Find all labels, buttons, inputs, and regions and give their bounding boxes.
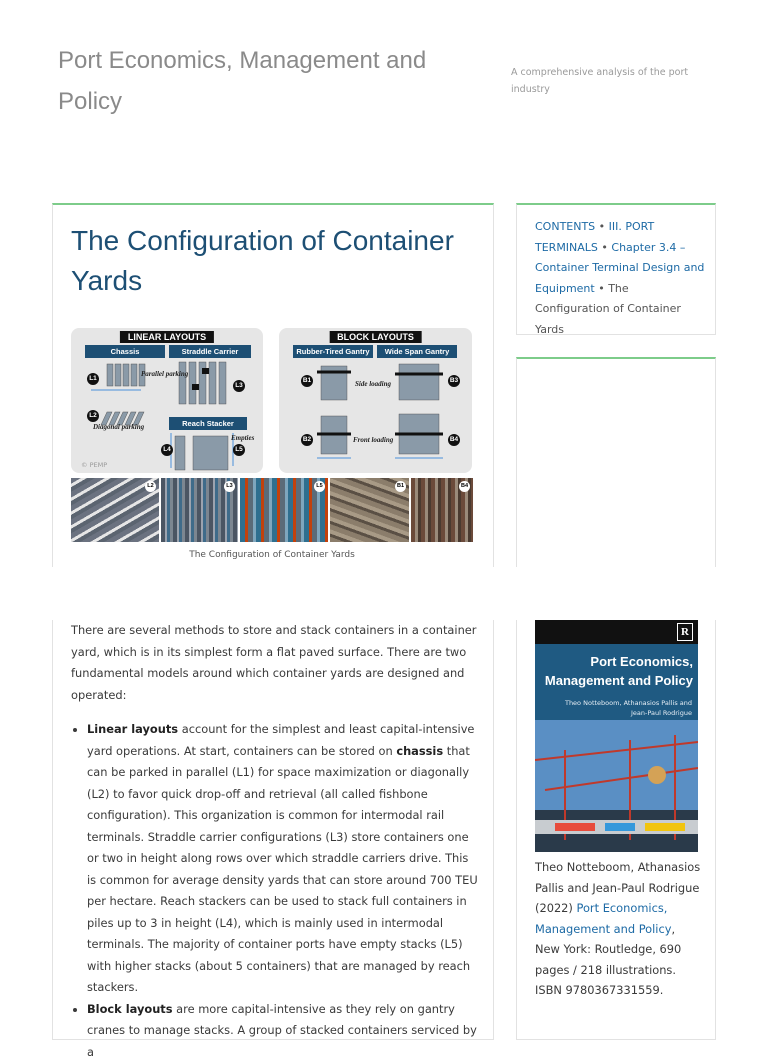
book-promo-card <box>516 620 716 1040</box>
rubber-tired-gantry-label: Rubber-Tired Gantry <box>293 345 373 358</box>
aerial-photo-l5 <box>240 478 328 542</box>
book-title-link[interactable]: Port Economics, Management and Policy <box>535 901 671 936</box>
linear-layouts-panel <box>71 328 263 473</box>
book-cover[interactable] <box>535 620 698 852</box>
breadcrumb-part-link[interactable]: III. PORT TERMINALS <box>535 220 654 254</box>
list-item <box>87 999 479 1063</box>
routledge-logo-icon: R <box>677 623 693 641</box>
block-layouts-term: Block layouts <box>87 1002 173 1016</box>
book-desc-authors: Theo Notteboom, Athanasios Pallis and Jean-Paul Rodrigue (2022) <box>535 860 700 915</box>
b3-marker: B3 <box>448 375 460 387</box>
block-layouts-header: BLOCK LAYOUTS <box>329 331 422 343</box>
book-description <box>535 857 701 1001</box>
photo-tag-b1: B1 <box>395 481 406 492</box>
b4-marker: B4 <box>448 434 460 446</box>
linear-layouts-header: LINEAR LAYOUTS <box>120 331 214 343</box>
straddle-carrier-label: Straddle Carrier <box>169 345 251 358</box>
figure-caption: The Configuration of Container Yards <box>71 550 473 560</box>
l5-marker: L5 <box>233 444 245 456</box>
linear-layouts-text-cont: that can be parked in parallel (L1) for space maximization or diagonally (L2) to favor quick drop-off and retrieval (all called fishbone configuration). This organization is common for intermodal rail terminals. Straddle carrier configurations (L3) store containers one or two in height along rows over which straddle carriers drive. This is common for average density yards that can store around 700 TEU per hectare. Reach stackers can be used to stack full containers in piles up to 3 in height (L4), which is mainly used in intermodal terminals. The majority of container ports have empty stacks (L5) with higher stacks (about 5 containers) that are managed by reach stackers. <box>87 744 478 995</box>
block-layouts-panel <box>279 328 472 473</box>
article-body <box>71 620 479 1063</box>
block-layouts-text: are more capital-intensive as they rely on gantry cranes to manage stacks. A group of stacked containers serviced by a <box>87 1002 477 1059</box>
chassis-term: chassis <box>396 744 443 758</box>
site-title[interactable]: Port Economics, Management and Policy <box>58 40 458 122</box>
aerial-photos-strip <box>71 478 473 542</box>
parallel-parking-note: Parallel parking <box>141 370 188 379</box>
article-title: The Configuration of Container Yards <box>71 221 481 301</box>
diagonal-parking-note: Diagonal parking <box>93 423 144 432</box>
wide-span-gantry-label: Wide Span Gantry <box>377 345 457 358</box>
aerial-photo-l2 <box>71 478 159 542</box>
empties-note: Empties <box>231 434 254 443</box>
book-desc-publisher: , New York: Routledge, 690 pages / 218 illustrations. ISBN 9780367331559. <box>535 922 681 998</box>
sidebar-blank-widget <box>516 357 716 567</box>
article-intro: There are several methods to store and stack containers in a container yard, which is in its simplest form a flat paved surface. There are two fundamental models around which container yards are designed and operated: <box>71 620 479 706</box>
site-tagline: A comprehensive analysis of the port industry <box>511 64 701 98</box>
chassis-label: Chassis <box>85 345 165 358</box>
book-cover-title: Port Economics, Management and Policy <box>535 652 693 690</box>
breadcrumb <box>535 217 705 341</box>
aerial-photo-b4 <box>411 478 473 542</box>
b1-marker: B1 <box>301 375 313 387</box>
breadcrumb-separator: • <box>598 241 611 254</box>
book-cover-photo <box>535 720 698 852</box>
l3-marker: L3 <box>233 380 245 392</box>
photo-tag-b4: B4 <box>459 481 470 492</box>
photo-tag-l5: L5 <box>314 481 325 492</box>
b2-marker: B2 <box>301 434 313 446</box>
side-loading-note: Side loading <box>355 380 391 389</box>
l4-marker: L4 <box>161 444 173 456</box>
layout-list <box>71 719 479 1063</box>
breadcrumb-current: The Configuration of Container Yards <box>535 282 681 336</box>
l1-marker: L1 <box>87 373 99 385</box>
l2-marker: L2 <box>87 410 99 422</box>
article-body-card <box>52 620 494 1040</box>
aerial-photo-b1 <box>330 478 409 542</box>
reach-stacker-label: Reach Stacker <box>169 417 247 430</box>
figure-copyright: © PEMP <box>81 461 107 469</box>
front-loading-note: Front loading <box>353 436 393 445</box>
breadcrumb-card <box>516 203 716 335</box>
book-cover-authors: Theo Notteboom, Athanasios Pallis and Jean-Paul Rodrigue <box>552 698 692 718</box>
list-item <box>87 719 479 999</box>
photo-tag-l3: L3 <box>224 481 235 492</box>
breadcrumb-separator: • <box>595 220 608 233</box>
linear-layouts-term: Linear layouts <box>87 722 178 736</box>
aerial-photo-l3 <box>161 478 238 542</box>
book-cover-top-band <box>535 620 698 644</box>
photo-tag-l2: L2 <box>145 481 156 492</box>
breadcrumb-contents-link[interactable]: CONTENTS <box>535 220 595 233</box>
breadcrumb-separator: • <box>595 282 608 295</box>
article-card <box>52 203 494 567</box>
breadcrumb-chapter-link[interactable]: Chapter 3.4 – Container Terminal Design and Equipment <box>535 241 704 295</box>
linear-layouts-text: account for the simplest and least capital-intensive yard operations. At start, containers can be stored on <box>87 722 474 758</box>
